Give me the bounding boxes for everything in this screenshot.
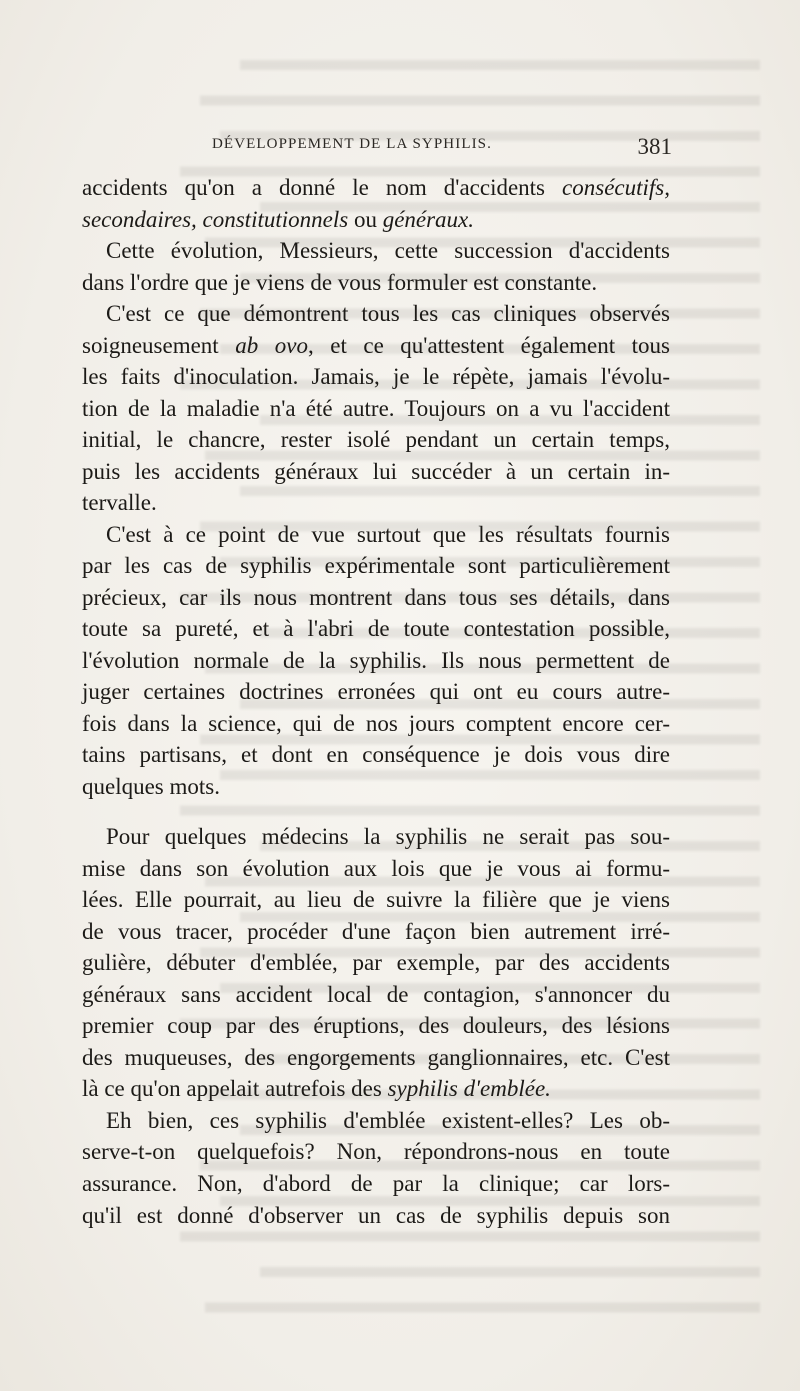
running-title: DÉVELOPPEMENT DE LA SYPHILIS. bbox=[212, 136, 492, 152]
text-line bbox=[82, 884, 670, 916]
text-run: initial, le chancre, rester isolé pendant un certain temps, bbox=[82, 427, 670, 453]
text-line bbox=[82, 519, 670, 551]
text-line bbox=[82, 916, 670, 948]
text-line bbox=[82, 676, 670, 708]
text-line bbox=[82, 1105, 670, 1137]
text-line bbox=[82, 1073, 670, 1105]
text-line bbox=[82, 550, 670, 582]
text-run: tervalle. bbox=[82, 490, 157, 516]
text-line bbox=[82, 487, 670, 519]
text-line bbox=[82, 204, 670, 236]
text-run: dans l'ordre que je viens de vous formuler est constante. bbox=[82, 269, 598, 295]
text-run: puis les accidents généraux lui succéder à un certain in- bbox=[82, 458, 670, 484]
text-line bbox=[82, 235, 670, 267]
text-line bbox=[82, 613, 670, 645]
text-line bbox=[82, 1200, 670, 1232]
text-run: l'évolution normale de la syphilis. Ils nous permettent de bbox=[82, 647, 670, 673]
show-through-line bbox=[240, 60, 760, 70]
body-text bbox=[82, 172, 670, 1231]
text-run: tion de la maladie n'a été autre. Toujours on a vu l'accident bbox=[82, 395, 670, 421]
text-line bbox=[82, 947, 670, 979]
text-line bbox=[82, 821, 670, 853]
text-run: Pour quelques médecins la syphilis ne serait pas sou- bbox=[106, 824, 670, 850]
text-line bbox=[82, 979, 670, 1011]
text-run: quelques mots. bbox=[82, 773, 220, 799]
page-number: 381 bbox=[637, 134, 672, 159]
italic-text: syphilis d'emblée. bbox=[387, 1076, 551, 1102]
text-line bbox=[82, 393, 670, 425]
show-through-line bbox=[200, 96, 760, 106]
text-line bbox=[82, 1010, 670, 1042]
text-run: précieux, car ils nous montrent dans tous ses détails, dans bbox=[82, 584, 670, 610]
italic-text: secondaires, constitutionnels bbox=[82, 206, 349, 232]
text-line bbox=[82, 1168, 670, 1200]
text-line bbox=[82, 330, 670, 362]
show-through-line bbox=[180, 1232, 760, 1242]
text-run: gulière, débuter d'emblée, par exemple, par des accidents bbox=[82, 950, 670, 976]
text-run: toute sa pureté, et à l'abri de toute contestation possible, bbox=[82, 616, 670, 642]
text-line bbox=[82, 1042, 670, 1074]
text-line bbox=[82, 645, 670, 677]
text-line bbox=[82, 739, 670, 771]
text-line bbox=[82, 361, 670, 393]
show-through-line bbox=[205, 1303, 760, 1313]
text-run: serve-t-on quelquefois? Non, répondrons-nous en toute bbox=[82, 1139, 670, 1165]
text-run: Cette évolution, Messieurs, cette succession d'accidents bbox=[106, 238, 670, 264]
text-line bbox=[82, 771, 670, 803]
page-header bbox=[212, 134, 672, 160]
text-run: ou bbox=[348, 206, 383, 232]
text-run: là ce qu'on appelait autrefois des bbox=[82, 1076, 388, 1102]
text-run: C'est à ce point de vue surtout que les résultats fournis bbox=[106, 521, 670, 547]
text-line bbox=[82, 456, 670, 488]
text-run: accidents qu'on a donné le nom d'accidents bbox=[82, 175, 563, 200]
text-line bbox=[82, 298, 670, 330]
text-run: premier coup par des éruptions, des douleurs, des lésions bbox=[82, 1013, 670, 1039]
text-line bbox=[82, 1136, 670, 1168]
text-run: assurance. Non, d'abord de par la clinique; car lors- bbox=[82, 1170, 670, 1196]
text-run: généraux sans accident local de contagion, s'annoncer du bbox=[82, 981, 670, 1007]
text-run: C'est ce que démontrent tous les cas cliniques observés bbox=[106, 301, 670, 327]
text-line bbox=[82, 708, 670, 740]
text-run: de vous tracer, procéder d'une façon bien autrement irré- bbox=[82, 918, 670, 944]
text-run: des muqueuses, des engorgements ganglionnaires, etc. C'est bbox=[82, 1044, 670, 1070]
italic-text: généraux. bbox=[382, 206, 475, 232]
text-line bbox=[82, 424, 670, 456]
text-run: par les cas de syphilis expérimentale sont particulièrement bbox=[82, 553, 670, 579]
text-run: , et ce qu'attestent également tous bbox=[307, 332, 670, 358]
italic-text: ab ovo bbox=[235, 332, 308, 358]
text-run: qu'il est donné d'observer un cas de syphilis depuis son bbox=[82, 1202, 670, 1228]
text-line bbox=[82, 267, 670, 299]
text-line bbox=[82, 853, 670, 885]
text-line bbox=[82, 582, 670, 614]
text-line bbox=[82, 172, 670, 204]
text-run: mise dans son évolution aux lois que je vous ai formu- bbox=[82, 855, 670, 881]
show-through-line bbox=[260, 1267, 760, 1277]
text-run: juger certaines doctrines erronées qui ont eu cours autre- bbox=[82, 679, 670, 705]
text-run: Eh bien, ces syphilis d'emblée existent-elles? Les ob- bbox=[106, 1107, 670, 1133]
italic-text: consécutifs, bbox=[562, 175, 670, 200]
text-run: lées. Elle pourrait, au lieu de suivre la filière que je viens bbox=[82, 887, 670, 913]
text-run: les faits d'inoculation. Jamais, je le répète, jamais l'évolu- bbox=[82, 364, 670, 390]
text-run: tains partisans, et dont en conséquence je dois vous dire bbox=[82, 742, 670, 768]
text-run: soigneusement bbox=[82, 332, 236, 358]
text-run: fois dans la science, qui de nos jours comptent encore cer- bbox=[82, 710, 670, 736]
